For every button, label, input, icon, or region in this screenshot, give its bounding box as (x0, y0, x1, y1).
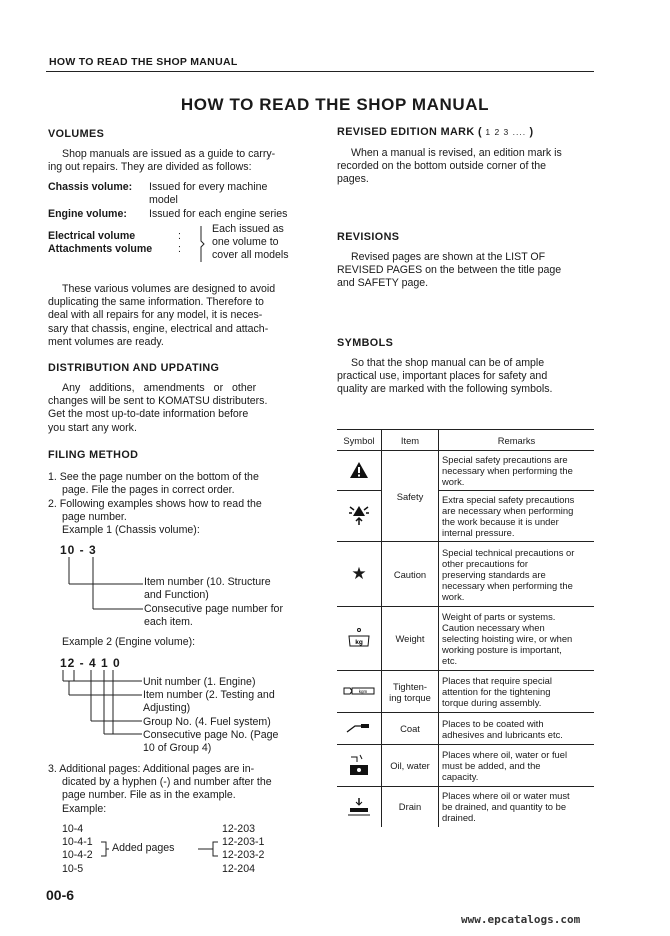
remarks-cell: Weight of parts or systems. Caution necessary when selecting hoisting wire, or when working posture is important, etc. (439, 607, 595, 671)
brace-icon (197, 224, 207, 264)
remarks-cell: Places that require special attention for the tightening torque during assembly. (439, 671, 595, 713)
wrench-icon (337, 671, 382, 713)
filing-item-2: 2. Following examples shows how to read the page number. Example 1 (Chassis volume): (48, 498, 262, 537)
example-2-label: Example 2 (Engine volume): (62, 636, 196, 648)
added-pages-label: Added pages (112, 842, 175, 854)
table-row (337, 542, 594, 607)
page-title: HOW TO READ THE SHOP MANUAL (180, 95, 490, 114)
filing-item-3: 3. Additional pages: Additional pages are in- dicated by a hyphen (-) and number after the page number. File as in the example. Example: (48, 763, 272, 815)
chassis-volume-text: Issued for every machine model (149, 181, 268, 207)
weight-icon (337, 607, 382, 671)
item-safety: Safety (382, 451, 439, 542)
pressure-warning-icon (337, 491, 382, 542)
bracket-left-icon (99, 840, 109, 858)
column-header-item: Item (382, 430, 439, 451)
table-row (337, 491, 594, 542)
revised-paragraph: When a manual is revised, an edition mark is recorded on the bottom outside corner of the pages. (337, 147, 562, 186)
symbols-table (337, 429, 594, 827)
revised-edition-heading: REVISED EDITION MARK ( 1 2 3 .... ) (337, 126, 534, 138)
distribution-heading: DISTRIBUTION AND UPDATING (48, 362, 220, 374)
symbols-paragraph: So that the shop manual can be of ample practical use, important places for safety and quality are marked with the following symbols. (337, 357, 553, 396)
attachments-volume-label: Attachments volume (48, 243, 153, 255)
colon: : (178, 243, 181, 255)
shared-volume-text: Each issued as one volume to cover all models (212, 223, 289, 262)
svg-text:kg: kg (355, 638, 363, 646)
item-tightening-torque: Tighten- ing torque (382, 671, 439, 713)
example-2-labels: Unit number (1. Engine) Item number (2. Testing and Adjusting) Group No. (4. Fuel system) Consecutive page No. (Page 10 of Group 4) (143, 676, 279, 755)
item-coat: Coat (382, 713, 439, 745)
table-row (337, 451, 594, 491)
distribution-paragraph: Any additions, amendments or other changes will be sent to KOMATSU distributers. Get the most up-to-date information before you start any work. (48, 382, 268, 434)
edition-marks: 1 2 3 .... (485, 127, 527, 137)
item-weight: Weight (382, 607, 439, 671)
table-row (337, 671, 594, 713)
revisions-paragraph: Revised pages are shown at the LIST OF REVISED PAGES on the between the title page and SAFETY page. (337, 251, 562, 290)
filing-heading: FILING METHOD (48, 449, 139, 461)
svg-text:kgm: kgm (358, 688, 368, 694)
revisions-heading: REVISIONS (337, 231, 400, 243)
item-caution: Caution (382, 542, 439, 607)
example-2-leader-lines (60, 670, 150, 748)
volumes-paragraph: These various volumes are designed to avoid duplicating the same information. Therefore to deal with all repairs for any model, it is neces- sary that chassis, engine, electrical and attach- ment volumes are ready. (48, 283, 276, 348)
example-3-left-list: 10-4 10-4-1 10-4-2 10-5 (62, 823, 93, 875)
table-row (337, 787, 594, 827)
example-1-leader-lines (60, 557, 150, 612)
remarks-cell: Extra special safety precautions are necessary when performing the work because it is under internal pressure. (439, 491, 595, 542)
watermark: www.epcatalogs.com (461, 913, 581, 926)
example-1-consecutive: Consecutive page number for each item. (144, 603, 283, 629)
table-row (337, 607, 594, 671)
header-rule (46, 71, 594, 72)
table-row (337, 745, 594, 787)
column-header-remarks: Remarks (439, 430, 595, 451)
remarks-cell: Places where oil or water must be drained, and quantity to be drained. (442, 790, 570, 824)
table-header-row (337, 430, 594, 451)
electrical-volume-label: Electrical volume (48, 230, 136, 242)
example-1-item-number: Item number (10. Structure and Function) (144, 576, 271, 602)
bracket-right-icon (198, 840, 220, 858)
example-1-code: 10 - 3 (60, 543, 97, 557)
example-2-code: 12 - 4 1 0 (60, 656, 121, 670)
oil-can-icon (337, 745, 382, 787)
table-row (337, 713, 594, 745)
engine-volume-label: Engine volume: (48, 208, 127, 220)
item-oil-water: Oil, water (382, 745, 439, 787)
drain-icon (337, 787, 382, 827)
remarks-cell: Places where oil, water or fuel must be added, and the capacity. (439, 745, 595, 787)
page-number: 00-6 (46, 887, 75, 903)
remarks-cell: Places to be coated with adhesives and lubricants etc. (439, 713, 595, 745)
column-header-symbol: Symbol (337, 430, 382, 451)
warning-triangle-icon (337, 451, 382, 491)
filing-item-1: 1. See the page number on the bottom of the page. File the pages in correct order. (48, 471, 259, 497)
remarks-cell: Special technical precautions or other precautions for preserving standards are necessary when performing the work. (439, 542, 595, 607)
running-header: HOW TO READ THE SHOP MANUAL (49, 56, 238, 68)
engine-volume-text: Issued for each engine series (149, 208, 288, 220)
volumes-heading: VOLUMES (48, 128, 105, 140)
example-3-right-list: 12-203 12-203-1 12-203-2 12-204 (222, 823, 265, 875)
coat-brush-icon (337, 713, 382, 745)
item-drain: Drain (382, 787, 439, 827)
remarks-cell: Special safety precautions are necessary when performing the work. (439, 451, 595, 491)
colon: : (178, 230, 181, 242)
star-icon: ★ (337, 542, 382, 607)
symbols-heading: SYMBOLS (337, 337, 394, 349)
volumes-intro: Shop manuals are issued as a guide to carry- ing out repairs. They are divided as follows: (48, 148, 276, 174)
chassis-volume-label: Chassis volume: (48, 181, 133, 193)
